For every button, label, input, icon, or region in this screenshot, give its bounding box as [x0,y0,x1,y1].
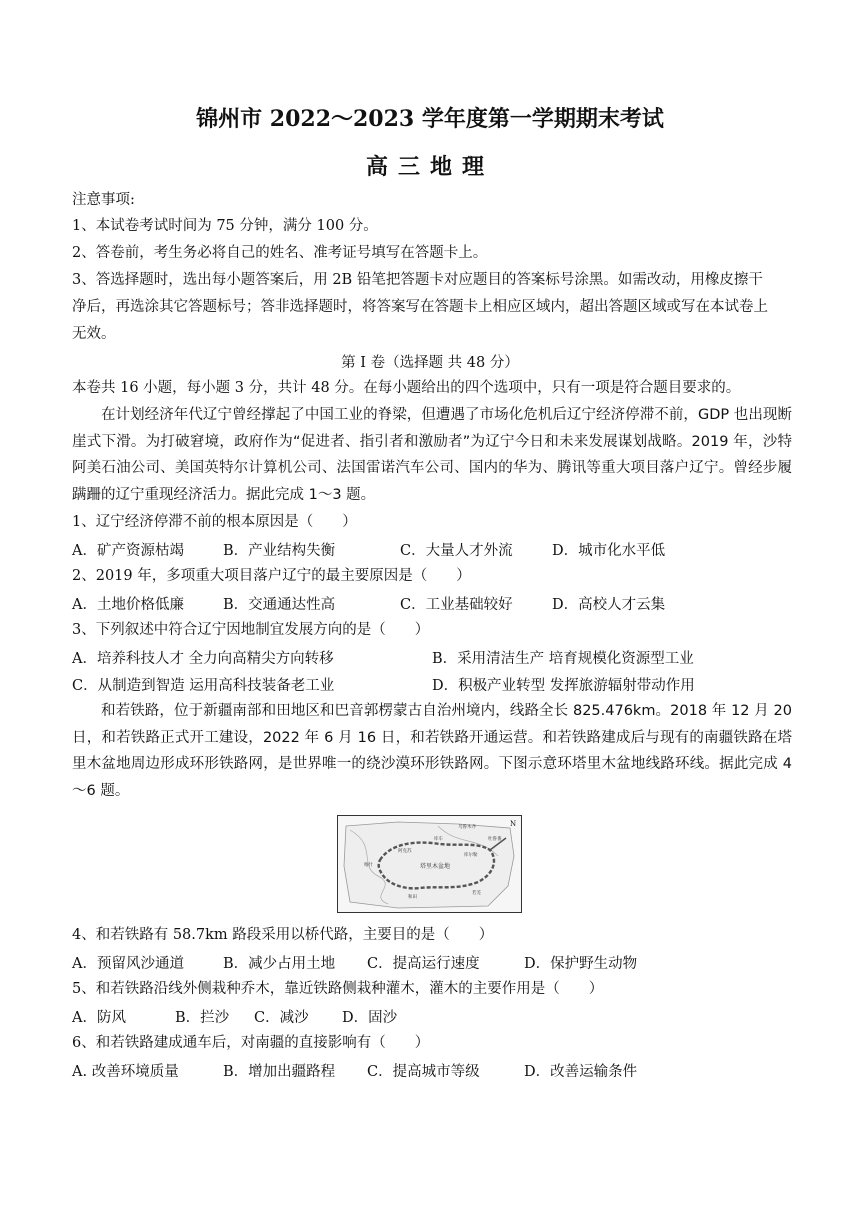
q1-option-c: C．大量人才外流 [400,543,513,559]
question-1-stem: 1、辽宁经济停滞不前的根本原因是（ ） [72,514,357,530]
city-label-korla: 库尔勒 [464,853,478,858]
section-intro: 本卷共 16 小题，每小题 3 分，共计 48 分。在每小题给出的四个选项中，只有一项是符合题目要求的。 [72,380,741,396]
question-3-stem: 3、下列叙述中符合辽宁因地制宜发展方向的是（ ） [72,622,430,638]
question-2-stem: 2、2019 年，多项重大项目落户辽宁的最主要原因是（ ） [72,568,471,584]
q6-option-b: B．增加出疆路程 [223,1064,336,1080]
q6-option-d: D．改善运输条件 [524,1064,638,1080]
q5-option-b: B．拦沙 [175,1010,230,1026]
city-label-hotan: 和田 [408,895,417,900]
north-label: N [510,820,517,828]
section-heading: 第 I 卷（选择题 共 48 分） [341,355,519,371]
question-5-stem: 5、和若铁路沿线外侧栽种乔木，靠近铁路侧栽种灌木，灌木的主要作用是（ ） [72,981,604,997]
q2-option-b: B．交通通达性高 [223,597,336,613]
q3-option-a: A．培养科技人才 全力向高精尖方向转移 [72,651,334,667]
q2-option-d: D．高校人才云集 [552,597,666,613]
q4-option-a: A．预留风沙通道 [72,956,184,972]
q6-option-a: A. 改善环境质量 [72,1064,179,1080]
city-label-turpan: 吐鲁番 [488,837,502,842]
notice-item-3-line-2: 净后，再选涂其它答题标号；答非选择题时，将答案写在答题卡上相应区域内，超出答题区域或写在本试卷上 [72,299,768,315]
notice-item-3-line-3: 无效。 [72,326,116,342]
q3-option-b: B．采用清洁生产 培育规模化资源型工业 [432,651,694,667]
city-label-kashgar: 喀什 [364,863,373,868]
q3-option-d: D．积极产业转型 发挥旅游辐射带动作用 [432,678,695,694]
q4-option-b: B．减少占用土地 [223,956,336,972]
notice-item-3-line-1: 3、答选择题时，选出每小题答案后，用 2B 铅笔把答题卡对应题目的答案标号涂黑。如需改动，用橡皮擦干 [72,272,763,288]
city-label-aksu: 阿克苏 [398,849,412,854]
q5-option-a: A．防风 [72,1010,126,1026]
q4-option-c: C．提高运行速度 [367,956,480,972]
notice-item-2: 2、答卷前，考生务必将自己的姓名、准考证号填写在答题卡上。 [72,245,488,261]
q6-option-c: C．提高城市等级 [367,1064,480,1080]
basin-label: 塔里木盆地 [420,863,451,870]
city-label-urumqi: 乌鲁木齐 [458,825,476,830]
q2-option-a: A．土地价格低廉 [72,597,184,613]
exam-subject: 高三地理 [365,154,494,180]
q2-option-c: C．工业基础较好 [400,597,513,613]
q3-option-c: C．从制造到智造 运用高科技装备老工业 [72,678,335,694]
question-4-stem: 4、和若铁路有 58.7km 路段采用以桥代路，主要目的是（ ） [72,927,494,943]
passage-2: 和若铁路，位于新疆南部和田地区和巴音郭楞蒙古自治州境内，线路全长 825.476km。2018 年 12 月 20 日，和若铁路正式开工建设，2022 年 6 月 16 日，和若铁路开通运营。和若铁路建成后与现有的南疆铁路在塔里木盆地周边形成环形铁路网，是世界唯一的绕沙漠环形铁路网。下图示意环塔里木盆地线路环线。据此完成 4～6 题。 [72,703,792,799]
passage-1: 在计划经济年代辽宁曾经撑起了中国工业的脊梁，但遭遇了市场化危机后辽宁经济停滞不前，GDP 也出现断崖式下滑。为打破窘境，政府作为“促进者、指引者和激励者”为辽宁今日和未来发展谋划战略。2019 年，沙特阿美石油公司、美国英特尔计算机公司、法国雷诺汽车公司、国内的华为、腾讯等重大项目落户辽宁。曾经步履蹒跚的辽宁重现经济活力。据此完成 1～3 题。 [72,407,792,503]
q1-option-b: B．产业结构失衡 [223,543,336,559]
railway-map-svg [338,816,521,912]
q4-option-d: D．保护野生动物 [524,956,638,972]
city-label-ruoqiang: 若羌 [472,891,481,896]
q1-option-a: A．矿产资源枯竭 [72,543,184,559]
city-label-kuqa: 库车 [434,837,443,842]
exam-title: 锦州市 2022～2023 学年度第一学期期末考试 [196,106,664,132]
question-6-stem: 6、和若铁路建成通车后，对南疆的直接影响有（ ） [72,1035,430,1051]
q1-option-d: D．城市化水平低 [552,543,666,559]
railway-map-figure [337,815,522,913]
notice-item-1: 1、本试卷考试时间为 75 分钟，满分 100 分。 [72,218,378,234]
q5-option-d: D．固沙 [342,1010,398,1026]
q5-option-c: C．减沙 [254,1010,309,1026]
notice-heading: 注意事项: [72,192,135,208]
